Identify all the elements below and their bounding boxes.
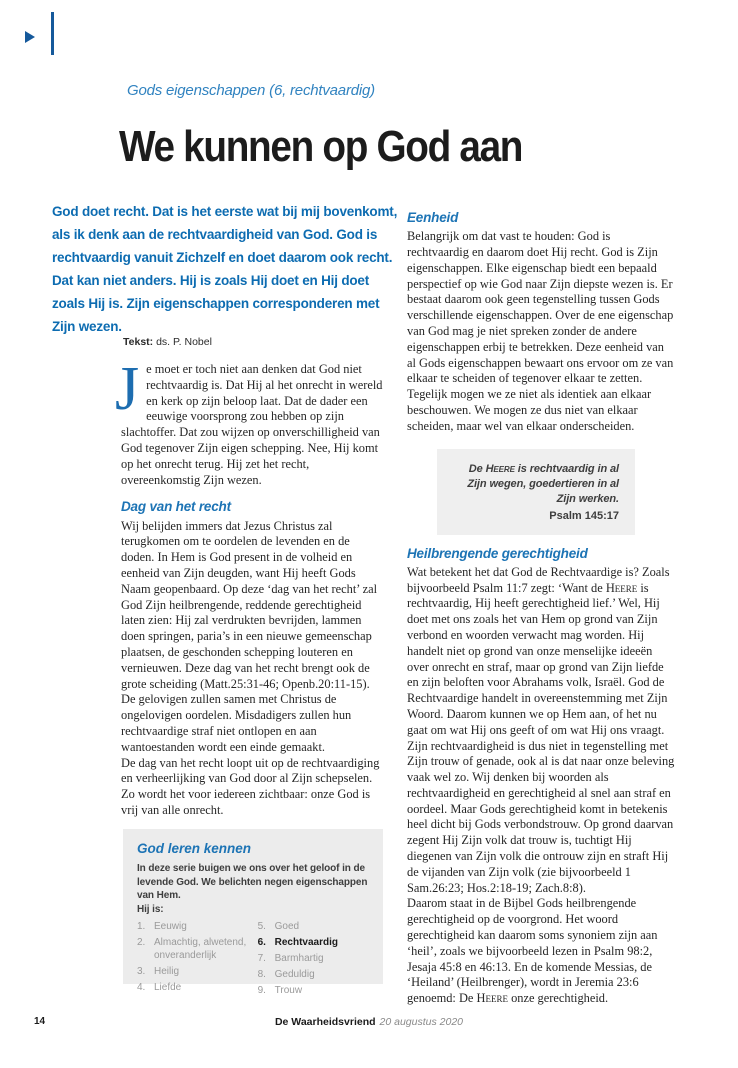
paragraph: Wij belijden immers dat Jezus Christus zal terugkomen om te oordelen de levenden en de doden. In Hem is God present in de volheid en eenheid van Zijn deugden, want Hij heeft Gods Naam geopenbaard. Op deze ‘dag van het recht’ zal God Zijn heilbrengende, reddende gerechtigheid laten zien: Hij zal verdrukten bevrijden, lammen doen springen, paria’s in een nieuwe gemeenschap plaatsen, de geschonden schepping louteren en vernieuwen. Deze dag van het recht brengt ook de grote scheiding (Matt.25:31-46; Openb.20:11-15). De gelovigen zullen samen met Christus de ongelovigen oordelen. Misdadigers zullen hun rechtvaardige straf niet ontlopen en aan wantoestanden wordt een einde gemaakt. [121,518,378,754]
attribute-item: 4. Liefde [137,982,182,994]
byline-label: Tekst: [123,336,154,348]
section-heading-dag-van-het-recht: Dag van het recht [121,499,231,515]
infobox-intro: In deze serie buigen we ons over het geloof in de levende God. We belichten negen eigenschappen van Hem. [137,863,368,902]
opening-paragraph [115,355,383,488]
attribute-item: 1. Eeuwig [137,921,187,933]
attribute-item: 5. Goed [257,921,300,933]
series-infobox [123,829,383,997]
infobox-lead: Hij is: [137,903,164,915]
series-kicker: Gods eigenschappen (6, rechtvaardig) [127,82,375,99]
footer [0,1016,738,1028]
attribute-item: 2. Almachtig, alwetend, onveranderlijk [137,937,247,962]
section-heading-eenheid: Eenheid [407,210,459,225]
page-number: 14 [34,1016,46,1027]
attribute-list [137,920,369,1000]
right-column [407,204,675,1007]
attribute-list-column-2 [258,920,369,1000]
paragraph: Daarom staat in de Bijbel Gods heilbrengende gerechtigheid op de voorgrond. Het woord gerechtigheid kan daarom soms synoniem zijn aan ‘heil’, zoals we bijvoorbeeld lezen in Psalm 98:2, Jesaja 45:8 en 46:13. En de komende Messias, de ‘Heiland’ (Heilbrenger), wordt in Jeremia 23:6 genoemd: De Heere onze gerechtigheid. [407,896,658,1006]
left-column [115,355,383,819]
vertical-rule [51,12,54,55]
paragraph: Wat betekent het dat God de Rechtvaardige is? Zoals bijvoorbeeld Psalm 11:7 zegt: ‘Want de Heere is rechtvaardig, Hij heeft gerechtigheid lief.’ Wel, Hij doet met ons zoals het van Hem op grond van Zijn verbond en woorden verwacht mag worden. Hij handelt niet op grond van onze menselijke ideeën over onrecht en straf, maar op grond van Zijn liefde en zijn beloften voor Abrahams volk, Israël. God de Rechtvaardige handelt in overeenstemming met Zijn Woord. Daarom kunnen we op Hem aan, of het nu gaat om wat Hij ons geeft of om wat Hij ons vraagt. Zijn rechtvaardigheid is dus niet in tegenstelling met Zijn trouw of genade, ook al is dat naar onze beleving vaak wel zo. Wij denken bij woorden als rechtvaardigheid en gerechtigheid al snel aan straf en oordeel. Maar Gods gerechtigheid komt in betekenis heel dicht bij Gods verbondstrouw. Op grond daarvan zegent Hij Zijn volk dat trouw is, tuchtigt Hij diegenen van Zijn volk die ontrouw zijn en straft Hij de vijanden van Zijn volk (zie bijvoorbeeld 1 Sam.26:23; Hos.2:18-19; Zach.8:8). [407,564,675,895]
article-title: We kunnen op God aan [119,122,523,171]
scripture-quote-box [437,449,635,535]
issue-date: 20 augustus 2020 [379,1016,464,1028]
opening-text: e moet er toch niet aan denken dat God niet rechtvaardig is. Dat Hij al het onrecht in wereld en kerk op zijn beloop laat. Dat de dader een eeuwige voorsprong zou hebben op zijn slachtoffer. Dat zou wijzen op onverschilligheid van God tegenover Zijn eigen schepping. Nee, Hij komt op het onrecht terug. Hij zet het recht, overeenkomstig Zijn wezen. [121,362,383,487]
article-intro: God doet recht. Dat is het eerste wat bij mij bovenkomt, als ik denk aan de rechtvaardigheid van God. God is rechtvaardig vanuit Zichzelf en doet daarom ook recht. Dat kan niet anders. Hij is zoals Hij doet en Hij doet zoals Hij is. Zijn eigenschappen corresponderen met Zijn wezen. [52,204,398,334]
byline-author: ds. P. Nobel [156,336,212,348]
paragraph: Belangrijk om dat vast te houden: God is rechtvaardig en daarom doet Hij recht. God is Zijn eigenschappen. Elke eigenschap biedt een bepaald perspectief op wie God naar Zijn diepste wezen is. Er bestaat daarom ook geen tegenstelling tussen Gods verschillende eigenschappen. Over de ene eigenschap van God mag je niet spreken zonder de andere eigenschappen erbij te betrekken. Deze eenheid van al Gods eigenschappen bewaart ons ervoor om ze van elkaar te scheiden of tegenover elkaar te zetten. Tegelijk mogen we ze niet als identiek aan elkaar beschouwen. We mogen ze dus niet van elkaar scheiden, maar wel van elkaar onderscheiden. [407,229,674,433]
attribute-item: 7. Barmhartig [257,953,324,965]
magazine-name: De Waarheidsvriend [274,1016,376,1028]
paragraph: De dag van het recht loopt uit op de rechtvaardiging en verheerlijking van God door al Zijn schepselen. Zo wordt het voor iedereen zichtbaar: onze God is vrij van alle onrecht. [121,755,380,817]
byline [123,336,212,348]
dropcap: J [115,355,140,423]
section-heading-heilbrengende-gerechtigheid: Heilbrengende gerechtigheid [407,545,588,561]
attribute-list-column-1 [137,920,258,1000]
infobox-title: God leren kennen [137,841,252,856]
quote-text: De Heere is rechtvaardig in al Zijn wegen, goedertieren in al Zijn werken. [467,462,619,505]
attribute-item: 9. Trouw [257,985,303,997]
quote-source: Psalm 145:17 [549,509,619,522]
attribute-item: 8. Geduldig [257,969,315,981]
play-triangle-icon [25,31,35,43]
attribute-item: 3. Heilig [137,966,180,978]
attribute-item-current: 6. Rechtvaardig [257,937,338,949]
